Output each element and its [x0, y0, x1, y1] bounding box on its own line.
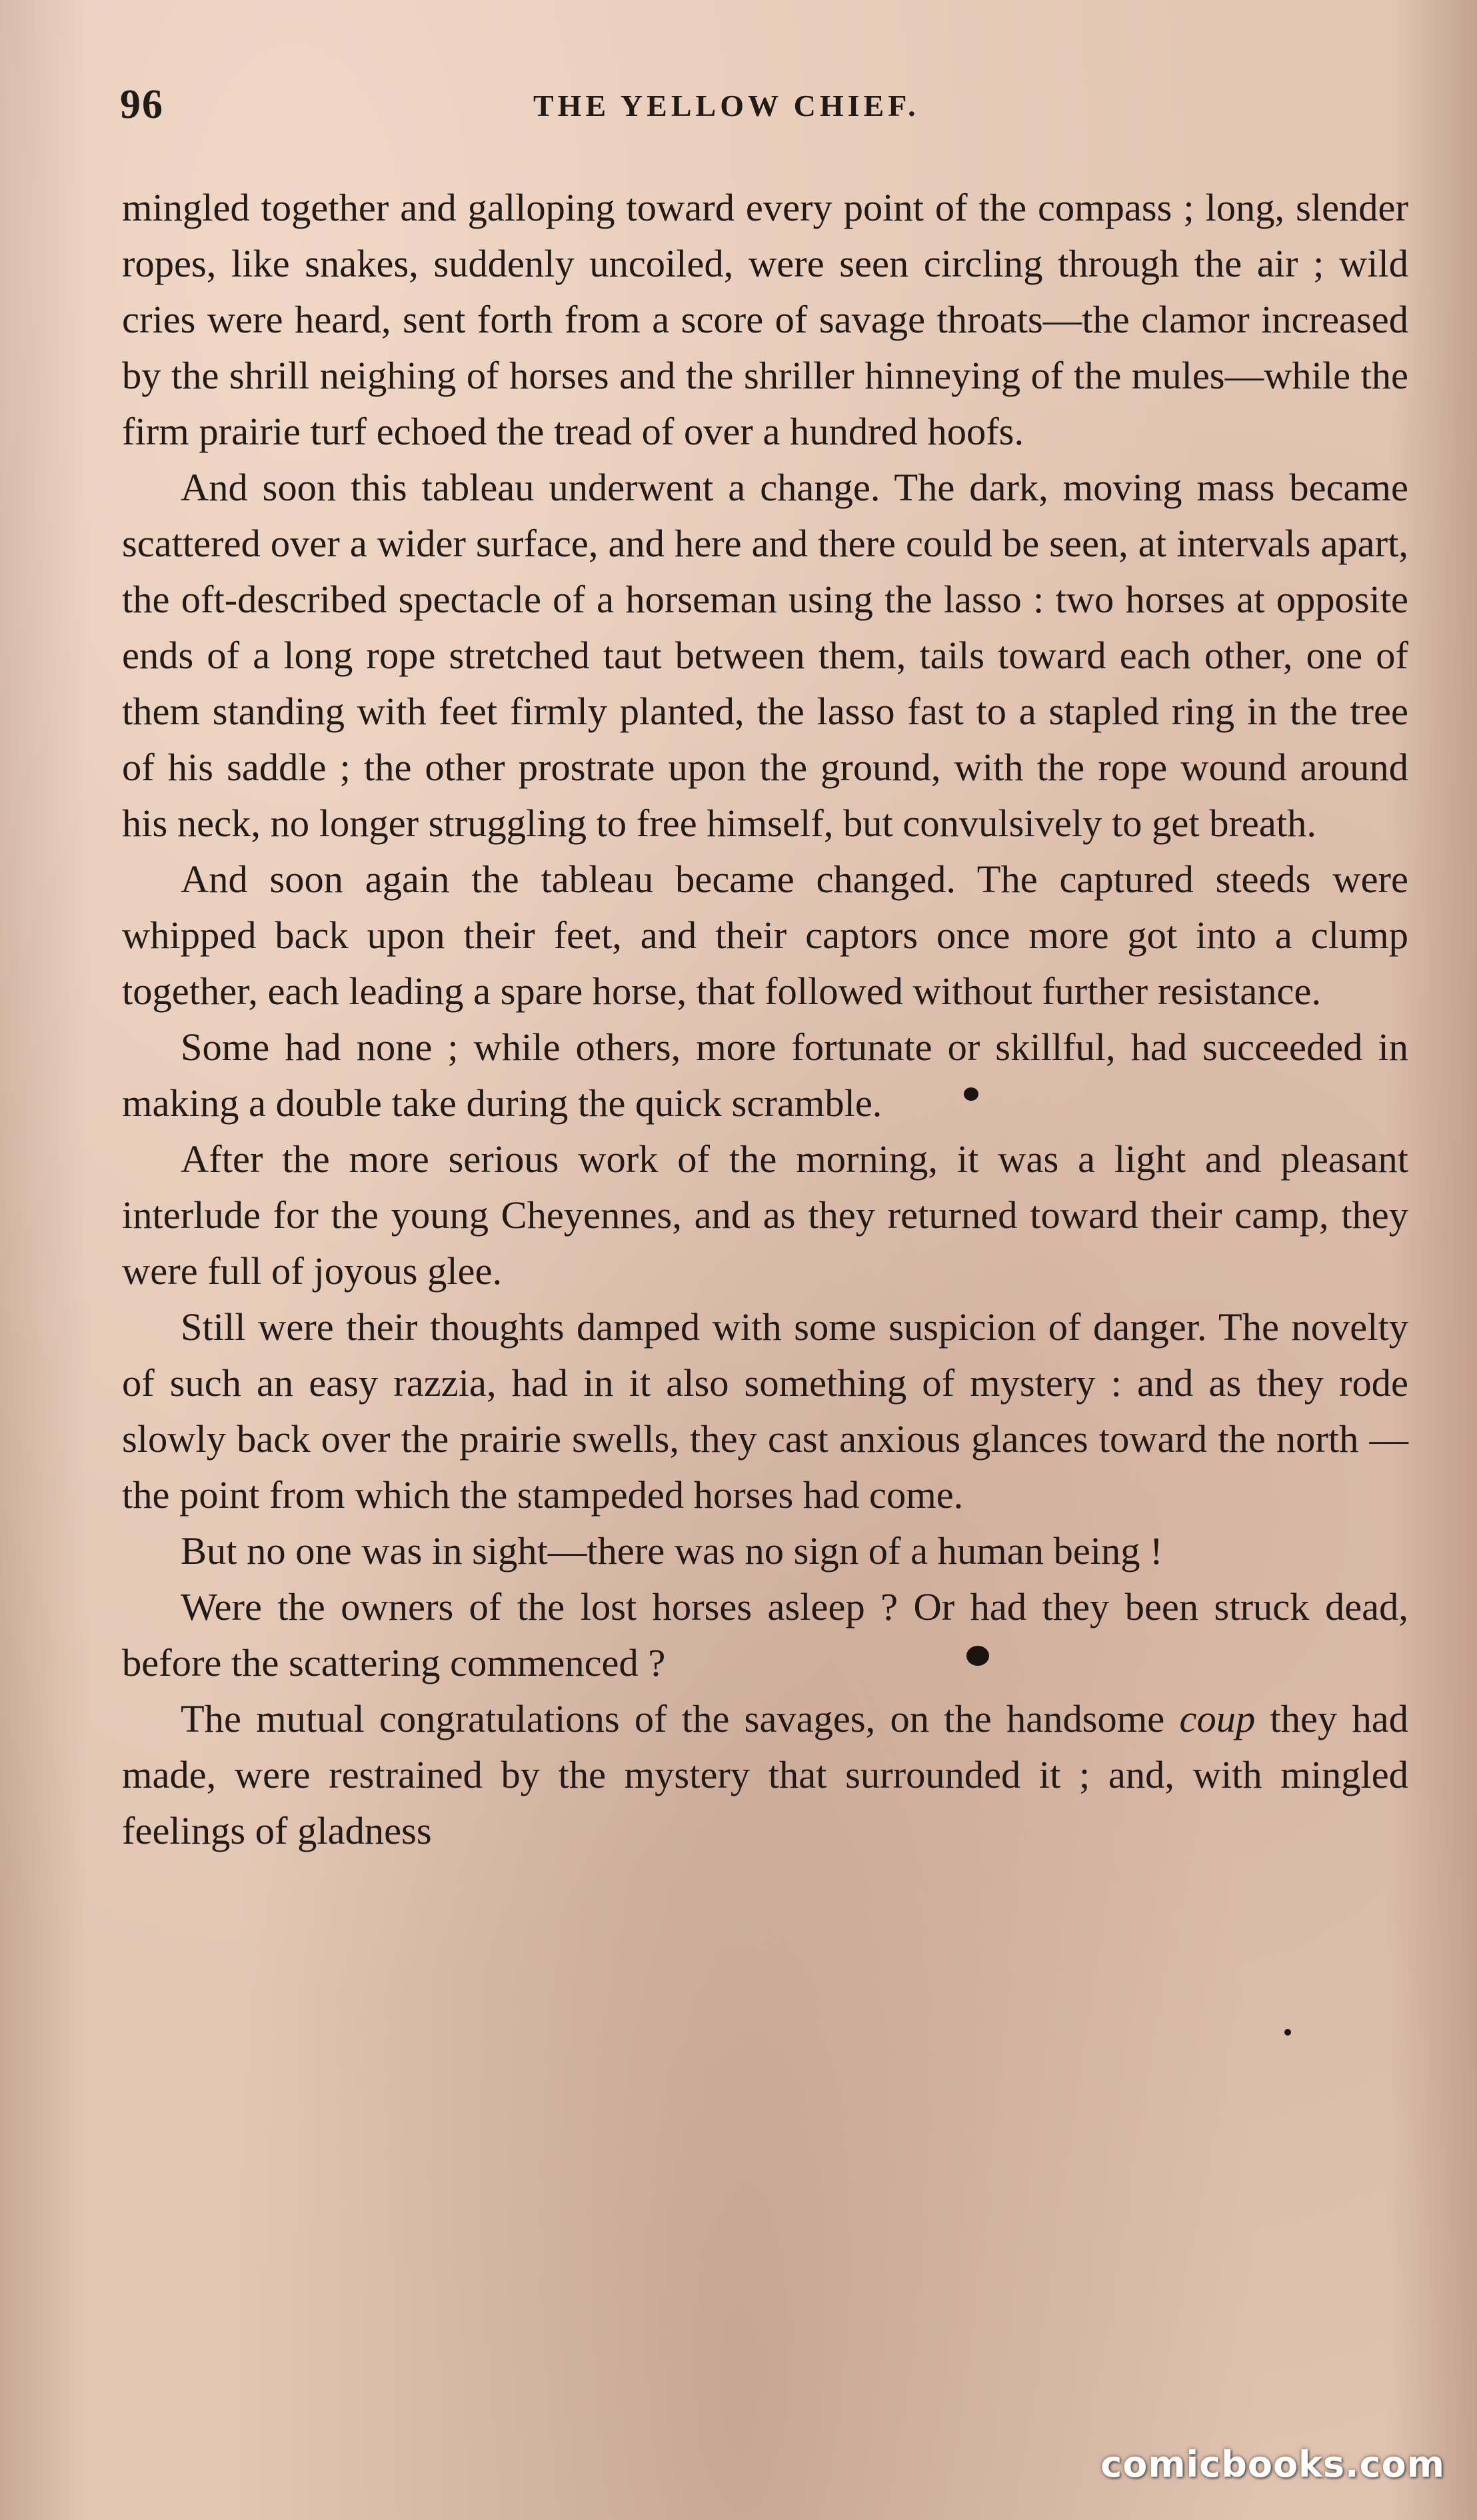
page-number: 96 — [120, 82, 164, 127]
ink-speck — [964, 1087, 978, 1101]
paragraph: Were the owners of the lost horses asleep ? Or had they been struck dead, before the scattering commenced ? — [122, 1585, 1408, 1684]
paragraph: And soon again the tableau became changed. The captured steeds were whipped back upon their feet, and their captors once more got into a clump together, each leading a spare horse, that followed without further resistance. — [122, 858, 1408, 1013]
paragraph: But no one was in sight—there was no sign of a human being ! — [181, 1529, 1163, 1573]
paragraph: Still were their thoughts damped with some suspicion of danger. The novelty of such an easy razzia, had in it also something of mystery : and as they rode slowly back over the prairie swells, they cast anxious glances toward the north —the point from which the stampeded horses had come. — [122, 1305, 1408, 1517]
paragraph: mingled together and galloping toward every point of the compass ; long, slender ropes, like snakes, suddenly uncoiled, were seen circling through the air ; wild cries were heard, sent forth from a score of savage throats—the clamor increased by the shrill neighing of horses and the shriller hinneying of the mules—while the firm prairie turf echoed the tread of over a hundred hoofs. — [122, 186, 1408, 453]
site-watermark: comicbooks.com — [1100, 2443, 1445, 2485]
page-header — [120, 81, 1406, 135]
paragraph: Some had none ; while others, more fortunate or skillful, had succeeded in making a double take during the quick scramble. — [122, 1025, 1408, 1125]
paragraph: And soon this tableau underwent a change. The dark, moving mass became scattered over a wider surface, and here and there could be seen, at intervals apart, the oft-described spectacle of a horseman using the lasso : two horses at opposite ends of a long rope stretched taut between them, tails toward each other, one of them standing with feet firmly planted, the lasso fast to a stapled ring in the tree of his saddle ; the other prostrate upon the ground, with the rope wound around his neck, no longer struggling to free himself, but convulsively to get breath. — [122, 466, 1408, 845]
italic-word: coup — [1179, 1697, 1256, 1740]
body-text — [122, 180, 1408, 1859]
paragraph-text: The mutual congratulations of the savages, on the handsome — [181, 1697, 1180, 1740]
ink-speck — [1284, 2029, 1291, 2036]
running-head: THE YELLOW CHIEF. — [533, 89, 920, 123]
paragraph: After the more serious work of the morning, it was a light and pleasant interlude for the young Cheyennes, and as they returned toward their camp, they were full of joyous glee. — [122, 1137, 1408, 1293]
paragraph-last — [122, 1691, 1408, 1859]
paragraph-text: they had made, were restrained by the mystery that surrounded it ; and, with mingled feelings of gladness — [122, 1697, 1408, 1852]
ink-speck — [966, 1646, 989, 1666]
